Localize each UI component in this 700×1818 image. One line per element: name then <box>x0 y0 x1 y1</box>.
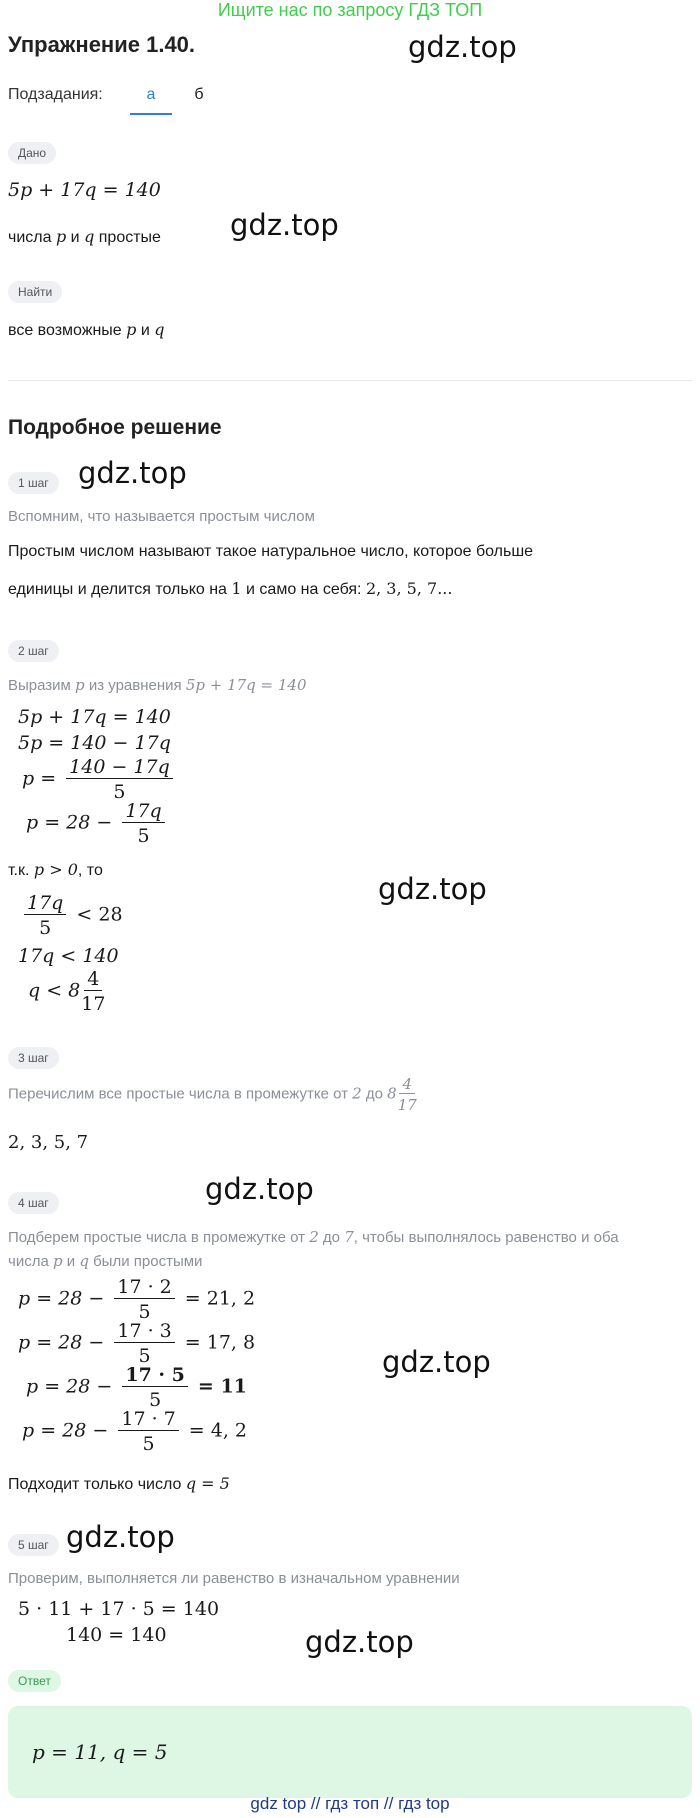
footer-links[interactable]: gdz top // гдз топ // гдз top <box>250 1794 450 1813</box>
step2-ineq1: $\frac{17q}{5}$ < 28 <box>20 892 123 939</box>
step4-badge: 4 шаг <box>8 1192 59 1214</box>
step2-eq2: 5p = 140 − 17q <box>18 732 171 754</box>
step5-hint: Проверим, выполняется ли равенство в изначальном уравнении <box>8 1570 460 1587</box>
page-title: Упражнение 1.40. <box>8 32 196 57</box>
step4-row: p = 28 − $\frac{17 \cdot 2}{5}$ = 21, 2 <box>18 1276 256 1323</box>
step5-eq2: 140 = 140 <box>66 1624 167 1646</box>
step3-hint: Перечислим все простые числа в промежутке от 2 до 8 $\frac{4}{17}$ <box>8 1075 417 1114</box>
step3-badge: 3 шаг <box>8 1047 59 1069</box>
watermark: gdz.top <box>408 30 517 64</box>
given-equation: 5p + 17q = 140 <box>8 179 161 201</box>
watermark: gdz.top <box>66 1520 175 1554</box>
watermark: gdz.top <box>382 1345 491 1379</box>
step2-since: т.к. p > 0, то <box>8 860 103 879</box>
step2-eq3: p = $\frac{140 - 17q}{5}$ <box>22 756 177 803</box>
step1-line2: единицы и делится только на 1 и само на себя: 2, 3, 5, 7... <box>8 579 453 598</box>
given-condition: числа p и q простые <box>8 227 161 246</box>
step5-badge: 5 шаг <box>8 1534 59 1556</box>
answer-text: p = 11, q = 5 <box>32 1740 168 1764</box>
active-tab-indicator <box>130 113 172 115</box>
find-text: все возможные p и q <box>8 320 165 339</box>
solution-title: Подробное решение <box>8 416 222 439</box>
top-banner: Ищите нас по запросу ГДЗ ТОП <box>217 0 483 20</box>
step1-line1: Простым числом называют такое натуральное число, которое больше <box>8 543 534 560</box>
given-badge: Дано <box>8 142 56 164</box>
step2-eq4: p = 28 − $\frac{17q}{5}$ <box>26 800 169 847</box>
watermark: gdz.top <box>305 1625 414 1659</box>
step4-hint-line2: числа p и q были простыми <box>8 1252 203 1270</box>
step2-badge: 2 шаг <box>8 640 59 662</box>
watermark: gdz.top <box>378 872 487 906</box>
watermark: gdz.top <box>205 1172 314 1206</box>
step1-badge: 1 шаг <box>8 472 59 494</box>
subtasks-label: Подзадания: <box>8 86 103 103</box>
step4-hint-line1: Подберем простые числа в промежутке от 2 до 7, чтобы выполнялось равенство и оба <box>8 1228 619 1246</box>
step2-ineq3: q < 8 $\frac{4}{17}$ <box>28 968 106 1015</box>
step2-hint: Выразим p из уравнения 5p + 17q = 140 <box>8 676 307 694</box>
find-badge: Найти <box>8 281 62 303</box>
step4-row: p = 28 − $\frac{17 \cdot 5}{5}$ = 11 <box>26 1364 247 1411</box>
step2-ineq2: 17q < 140 <box>18 945 119 967</box>
step4-row: p = 28 − $\frac{17 \cdot 3}{5}$ = 17, 8 <box>18 1320 256 1367</box>
step2-eq1: 5p + 17q = 140 <box>18 706 171 728</box>
divider <box>8 380 692 381</box>
tab-subtask-b[interactable]: б <box>194 86 204 103</box>
watermark: gdz.top <box>78 456 187 490</box>
step1-hint: Вспомним, что называется простым числом <box>8 508 315 525</box>
step4-conclusion: Подходит только число q = 5 <box>8 1474 230 1493</box>
step5-eq1: 5 · 11 + 17 · 5 = 140 <box>18 1598 220 1620</box>
watermark: gdz.top <box>230 208 339 242</box>
answer-badge: Ответ <box>8 1670 61 1692</box>
step3-list: 2, 3, 5, 7 <box>8 1132 89 1153</box>
step4-row: p = 28 − $\frac{17 \cdot 7}{5}$ = 4, 2 <box>22 1408 248 1455</box>
tab-subtask-a[interactable]: а <box>146 86 156 103</box>
